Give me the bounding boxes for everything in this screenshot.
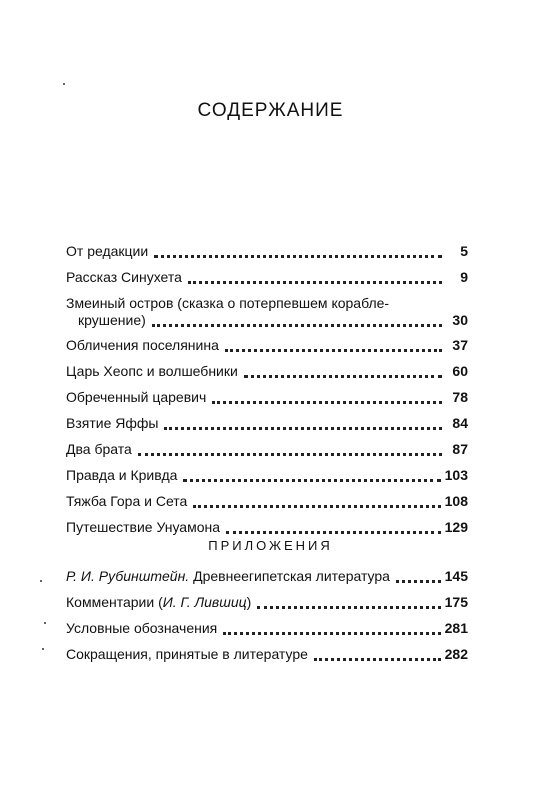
toc-entry-page: 5 [460, 243, 468, 259]
dot-leader [152, 312, 442, 327]
dot-leader [314, 646, 441, 661]
toc-entry [66, 441, 468, 467]
toc-entry-page: 30 [452, 312, 468, 328]
dot-leader [138, 441, 442, 456]
toc-entry-label: Условные обозначения [66, 620, 221, 637]
toc-entry-page: 103 [444, 467, 468, 483]
author-name: Р. И. Рубинштейн. [66, 568, 190, 584]
toc-entry [66, 295, 468, 337]
appendix-heading: ПРИЛОЖЕНИЯ [208, 538, 333, 553]
toc-entry-label [66, 594, 255, 611]
toc-entry-page: 84 [452, 415, 468, 431]
toc-entry-label: Рассказ Синухета [66, 269, 186, 286]
dot-leader [225, 337, 442, 352]
toc-entry-page: 108 [444, 493, 468, 509]
toc-entry-label: Змеиный остров (сказка о потерпевшем корабле- [66, 295, 390, 311]
toc-entry [66, 363, 468, 389]
toc-entry-label: Сокращения, принятые в литературе [66, 646, 312, 663]
ink-speck [44, 622, 46, 624]
toc-entry-page: 60 [452, 363, 468, 379]
page-title: СОДЕРЖАНИЕ [197, 100, 344, 121]
toc-entry-label: Два брата [66, 441, 136, 458]
ink-speck [42, 648, 44, 650]
toc-entry-page: 282 [444, 646, 468, 662]
table-of-contents [66, 243, 468, 545]
dot-leader [244, 363, 442, 378]
toc-entry-page: 281 [444, 620, 468, 636]
toc-entry [66, 243, 468, 269]
dot-leader [223, 620, 440, 635]
toc-entry-label: От редакции [66, 243, 152, 260]
dot-leader [188, 269, 442, 284]
toc-entry [66, 467, 468, 493]
toc-entry-label-continuation: крушение) [78, 312, 146, 328]
dot-leader [183, 467, 440, 482]
toc-entry [66, 594, 468, 620]
toc-entry-title: Древнеегипетская литература [193, 568, 390, 584]
toc-entry-page: 175 [444, 594, 468, 610]
dot-leader [193, 493, 440, 508]
dot-leader [257, 594, 440, 609]
dot-leader [212, 389, 442, 404]
toc-entry [66, 269, 468, 295]
toc-entry [66, 337, 468, 363]
toc-entry-label: Обреченный царевич [66, 389, 210, 406]
ink-speck [40, 580, 42, 582]
appendix-contents [66, 568, 468, 672]
ink-speck [63, 83, 65, 85]
author-name: И. Г. Лившиц [162, 594, 247, 610]
toc-entry-label [66, 568, 394, 585]
toc-entry-page: 87 [452, 441, 468, 457]
toc-entry-label: Обличения поселянина [66, 337, 223, 354]
toc-entry-page: 129 [444, 519, 468, 535]
toc-entry [66, 493, 468, 519]
dot-leader [226, 519, 441, 534]
toc-entry-label: Взятие Яффы [66, 415, 162, 432]
dot-leader [396, 568, 441, 583]
toc-entry [66, 646, 468, 672]
toc-entry [66, 415, 468, 441]
toc-entry-title-end: ) [246, 594, 252, 610]
toc-entry-page: 9 [460, 269, 468, 285]
dot-leader [154, 243, 442, 258]
toc-entry-page: 37 [452, 337, 468, 353]
toc-entry-label: Правда и Кривда [66, 467, 181, 484]
toc-entry [66, 620, 468, 646]
toc-entry-page: 78 [452, 389, 468, 405]
dot-leader [164, 415, 442, 430]
toc-entry-page: 145 [444, 568, 468, 584]
toc-entry-label: Тяжба Гора и Сета [66, 493, 191, 510]
toc-entry [66, 389, 468, 415]
toc-entry [66, 568, 468, 594]
toc-entry-title: Комментарии ( [66, 594, 163, 610]
toc-entry-label: Царь Хеопс и волшебники [66, 363, 242, 380]
toc-entry-label: Путешествие Унуамона [66, 519, 224, 536]
